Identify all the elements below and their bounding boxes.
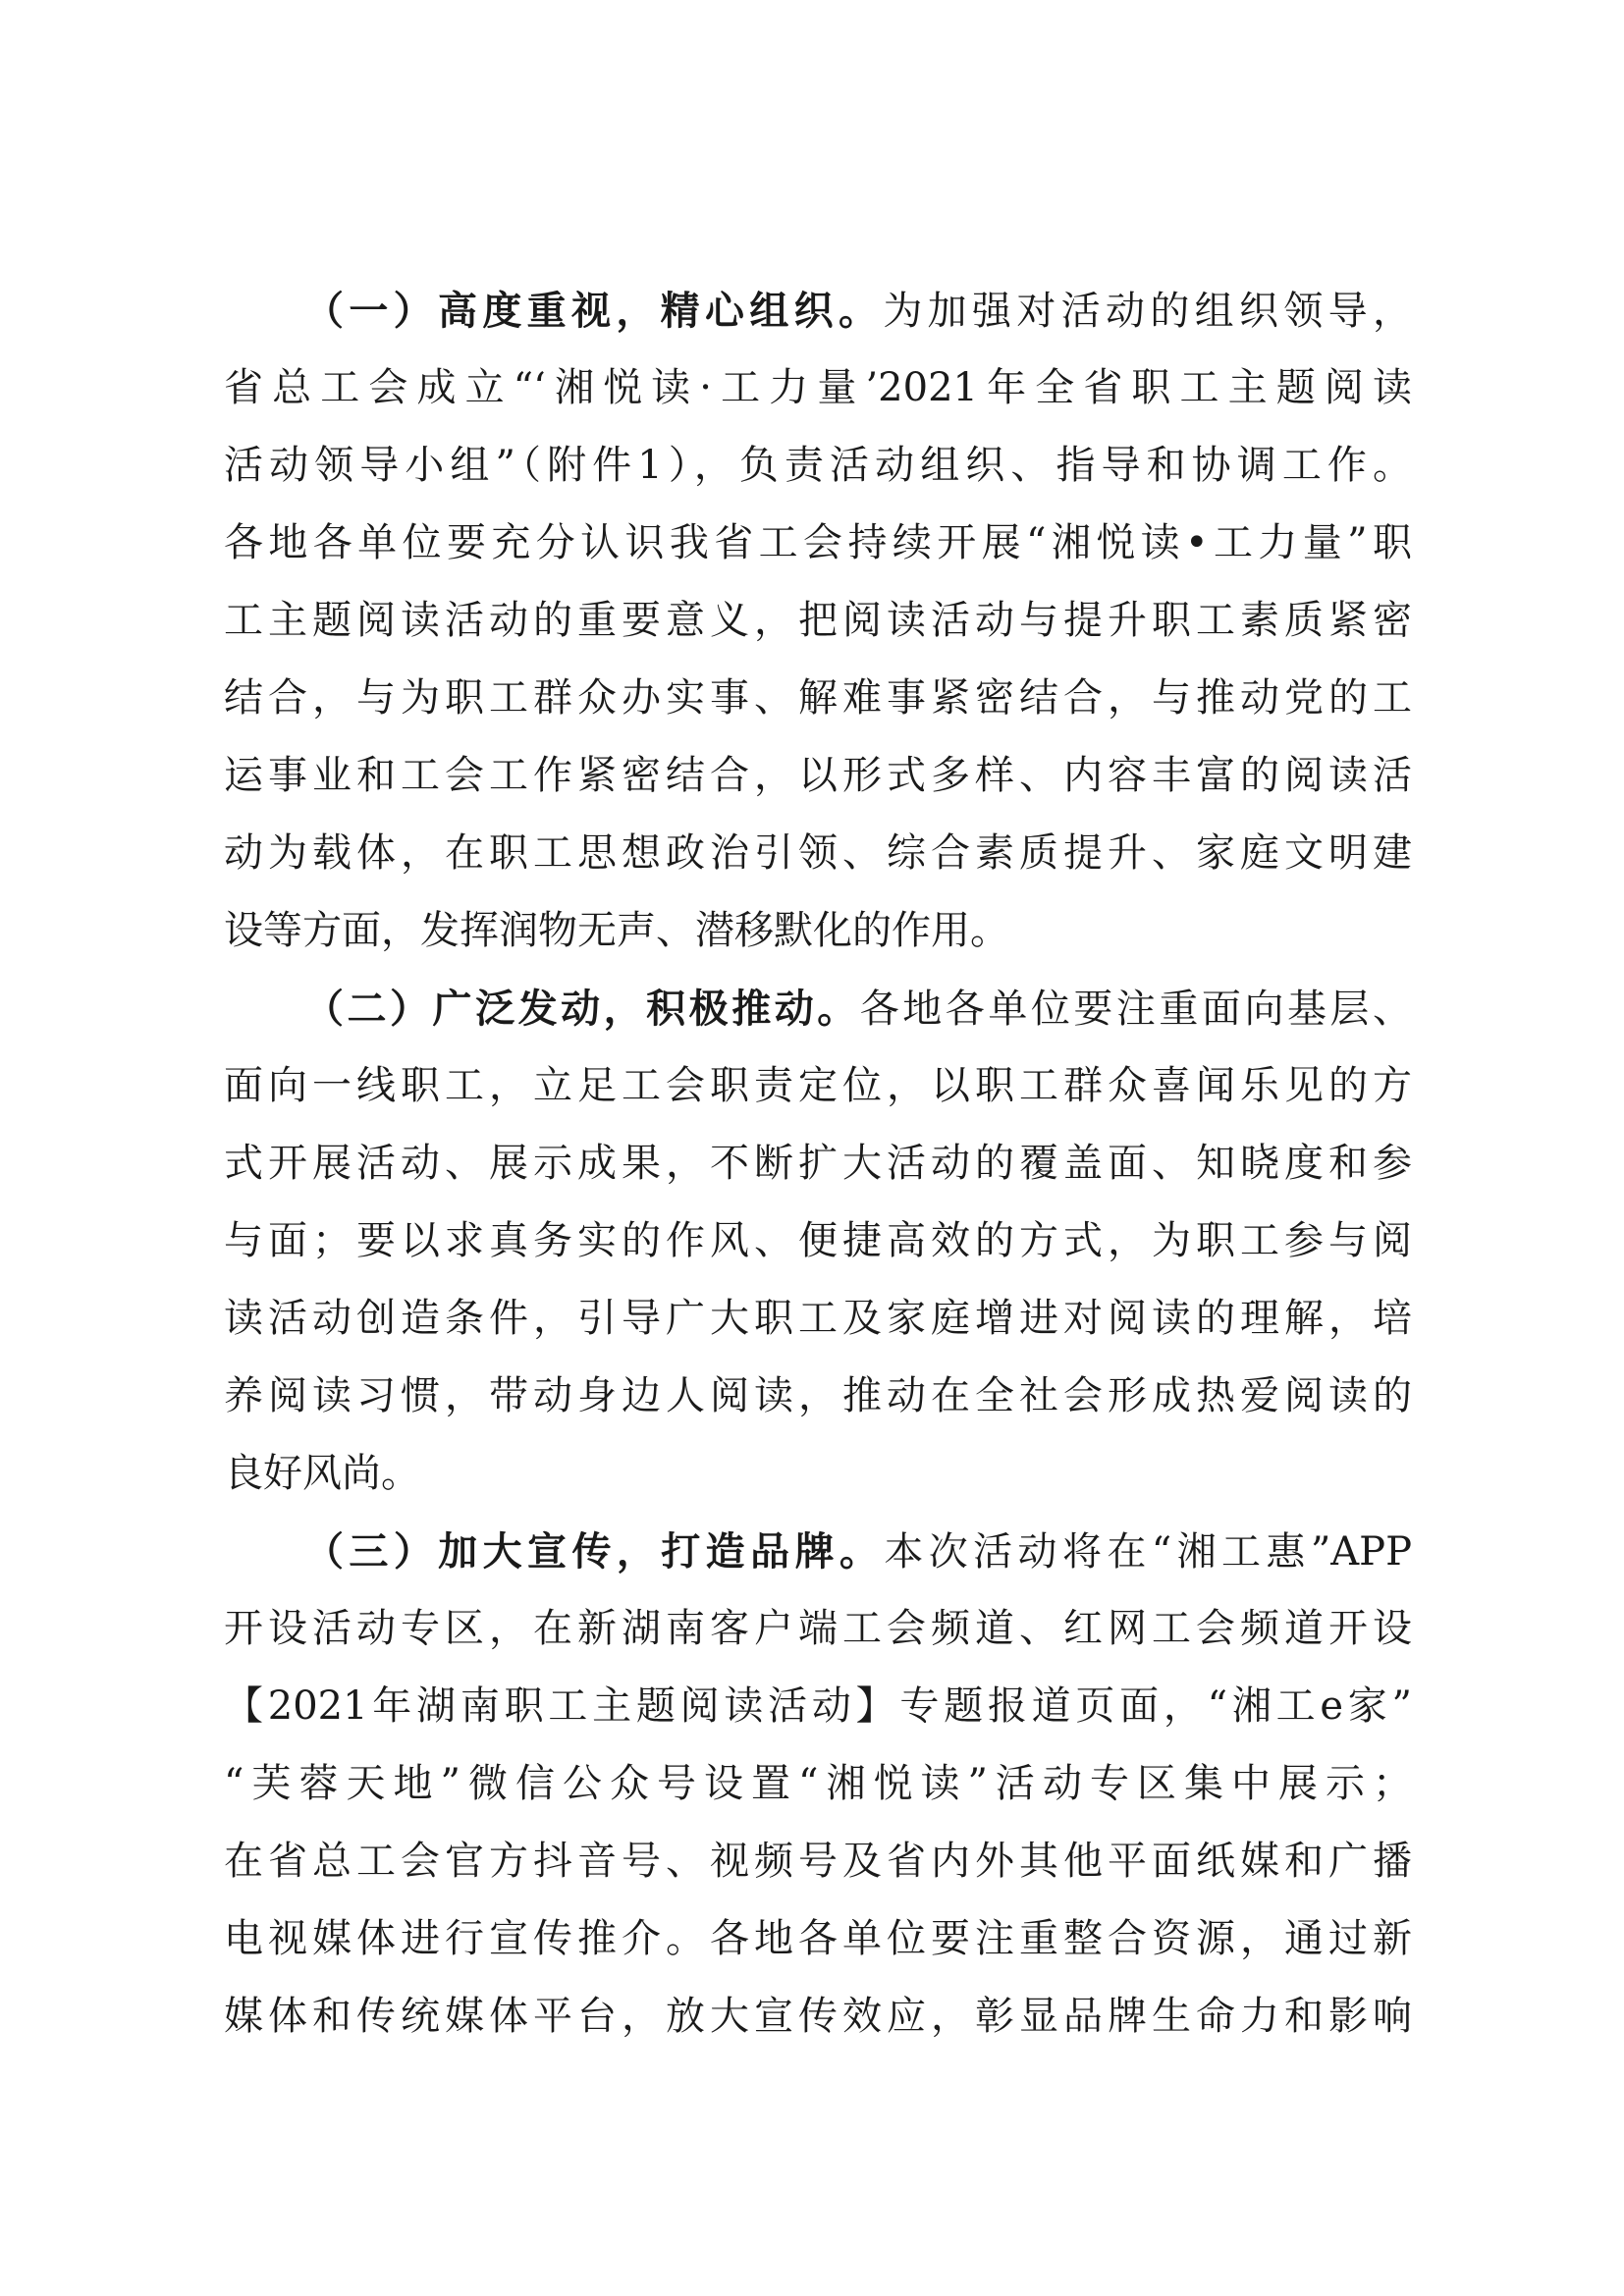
paragraph-2-heading: （二）广泛发动，积极推动。 <box>304 986 860 1032</box>
paragraph-2 <box>224 970 1412 1513</box>
paragraph-1-line-4: 各地各单位要充分认识我省工会持续开展“湘悦读•工力量”职 <box>224 520 1412 565</box>
paragraph-2-line-4: 与面；要以求真务实的作风、便捷高效的方式，为职工参与阅 <box>224 1218 1412 1263</box>
paragraph-3-line-3: 【2021年湖南职工主题阅读活动】专题报道页面，“湘工e家” <box>224 1683 1412 1729</box>
paragraph-2-line-5: 读活动创造条件，引导广大职工及家庭增进对阅读的理解，培 <box>224 1296 1412 1341</box>
paragraph-1-line-1 <box>224 272 1412 349</box>
paragraph-3-line-6: 电视媒体进行宣传推介。各地各单位要注重整合资源，通过新 <box>224 1916 1412 1961</box>
paragraph-1-line-8: 动为载体，在职工思想政治引领、综合素质提升、家庭文明建 <box>224 830 1412 876</box>
paragraph-1-line-9: 设等方面，发挥润物无声、潜移默化的作用。 <box>224 908 1009 953</box>
document-body <box>224 272 1412 2056</box>
paragraph-1-heading: （一）高度重视，精心组织。 <box>304 288 884 334</box>
paragraph-3 <box>224 1513 1412 2056</box>
paragraph-1-line-7: 运事业和工会工作紧密结合，以形式多样、内容丰富的阅读活 <box>224 753 1412 798</box>
paragraph-3-line-5: 在省总工会官方抖音号、视频号及省内外其他平面纸媒和广播 <box>224 1839 1412 1884</box>
paragraph-2-line-3: 式开展活动、展示成果，不断扩大活动的覆盖面、知晓度和参 <box>224 1141 1412 1186</box>
paragraph-3-line-7: 媒体和传统媒体平台，放大宣传效应，彰显品牌生命力和影响 <box>224 1994 1412 2039</box>
paragraph-1-line-5: 工主题阅读活动的重要意义，把阅读活动与提升职工素质紧密 <box>224 598 1412 643</box>
paragraph-3-line-4: “芙蓉天地”微信公众号设置“湘悦读”活动专区集中展示； <box>224 1761 1412 1806</box>
paragraph-1-text: 为加强对活动的组织领导， <box>883 289 1412 334</box>
paragraph-2-text: 各地各单位要注重面向基层、 <box>859 987 1412 1032</box>
paragraph-2-line-2: 面向一线职工，立足工会职责定位，以职工群众喜闻乐见的方 <box>224 1063 1412 1108</box>
paragraph-3-text: 本次活动将在“湘工惠”APP <box>884 1529 1412 1575</box>
paragraph-2-line-1 <box>224 970 1412 1047</box>
paragraph-1-line-3: 活动领导小组”（附件1），负责活动组织、指导和协调工作。 <box>224 443 1412 488</box>
paragraph-2-line-7: 良好风尚。 <box>224 1451 420 1496</box>
paragraph-2-line-6: 养阅读习惯，带动身边人阅读，推动在全社会形成热爱阅读的 <box>224 1373 1412 1418</box>
paragraph-3-line-2: 开设活动专区，在新湖南客户端工会频道、红网工会频道开设 <box>224 1606 1412 1651</box>
paragraph-1 <box>224 272 1412 970</box>
paragraph-1-line-2: 省总工会成立“‘湘悦读·工力量’2021年全省职工主题阅读 <box>224 365 1412 410</box>
paragraph-3-heading: （三）加大宣传，打造品牌。 <box>304 1528 885 1575</box>
paragraph-1-line-6: 结合，与为职工群众办实事、解难事紧密结合，与推动党的工 <box>224 675 1412 721</box>
paragraph-3-line-1 <box>224 1513 1412 1590</box>
